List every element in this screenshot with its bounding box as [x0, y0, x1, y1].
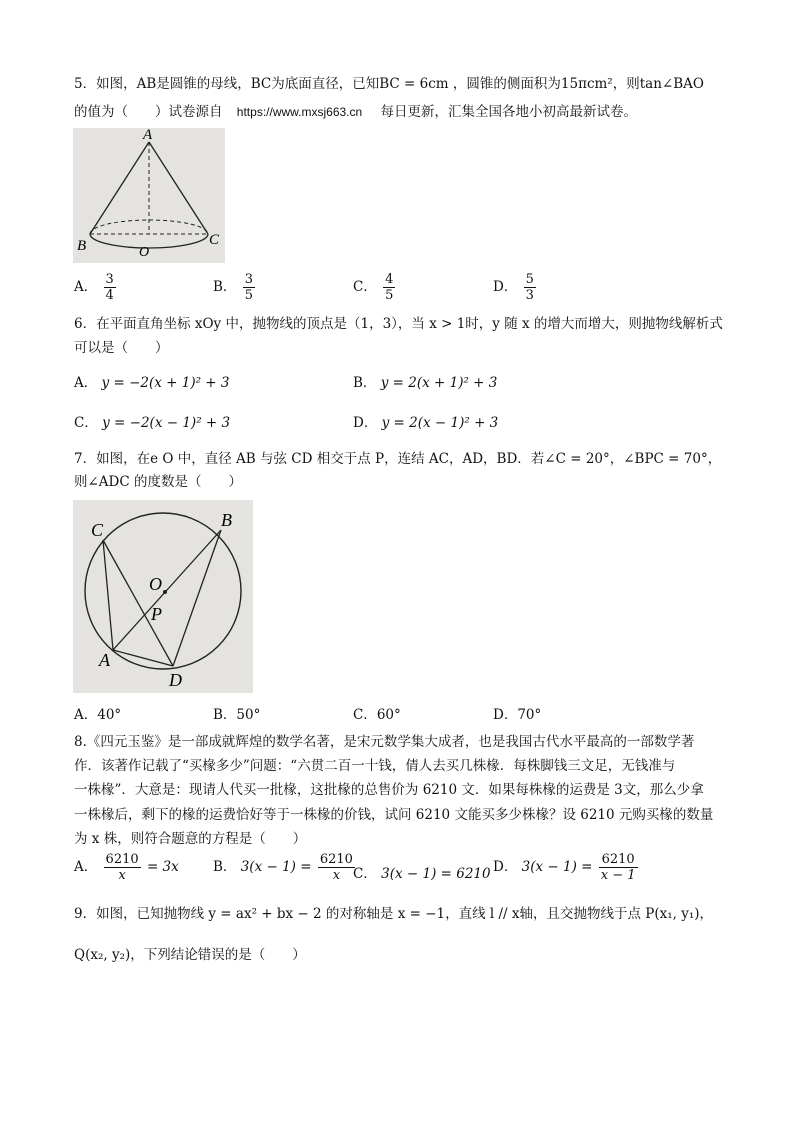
cone-label-b: B	[77, 238, 87, 254]
option-letter: A．	[74, 279, 98, 295]
option-letter: C．	[353, 707, 377, 723]
q6-option-c[interactable]	[74, 412, 230, 434]
q8-line1: 8.《四元玉鉴》是一部成就辉煌的数学名著，是宋元数学集大成者，也是我国古代水平最高的一部数学著	[74, 734, 695, 750]
q7-line1: 7．如图，在e O 中，直径 AB 与弦 CD 相交于点 P，连结 AC，AD，BD．若∠C = 20°，∠BPC = 70°，	[74, 451, 722, 467]
q8-line5: 为 x 株，则符合题意的方程是（ ）	[74, 831, 307, 847]
q6-option-d[interactable]	[353, 412, 498, 434]
q5-line2-prefix: 的值为（ ）试卷源自	[74, 104, 223, 120]
option-letter: D．	[353, 415, 378, 431]
option-expr: y = 2(x − 1)² + 3	[381, 415, 499, 431]
q7-line2: 则∠ADC 的度数是（ ）	[74, 474, 243, 490]
option-text: 60°	[376, 707, 401, 723]
circle-figure	[73, 500, 253, 693]
option-lhs: 3(x − 1) =	[521, 859, 593, 875]
q5-line2	[74, 101, 637, 123]
option-letter: C．	[353, 279, 377, 295]
q7-option-c[interactable]	[353, 704, 401, 726]
option-lhs: 3(x − 1) =	[240, 859, 312, 875]
option-letter: C．	[74, 415, 98, 431]
option-text: 50°	[236, 707, 261, 723]
q7-option-a[interactable]	[74, 704, 121, 726]
fraction: $\frac{6210}{x - 1}$	[600, 852, 636, 883]
option-letter: D．	[493, 707, 518, 723]
option-expr: y = 2(x + 1)² + 3	[380, 375, 498, 391]
q6-line1: 6．在平面直角坐标 xOy 中，抛物线的顶点是（1，3），当 x > 1时，y 随 x 的增大而增大，则抛物线解析式	[74, 316, 723, 332]
q5-option-c[interactable]	[353, 272, 397, 303]
circle-label-o: O	[149, 574, 162, 594]
q5-option-a[interactable]	[74, 272, 118, 303]
q6-line2: 可以是（ ）	[74, 340, 169, 356]
q5-line2-suffix: 每日更新，汇集全国各地小初高最新试卷。	[380, 104, 637, 120]
option-letter: B．	[213, 279, 237, 295]
q9-line2: Q(x₂, y₂)，下列结论错误的是（ ）	[74, 947, 306, 963]
circle-label-p: P	[151, 604, 162, 624]
fraction: $\frac{6210}{x}$	[319, 852, 353, 883]
q6-option-b[interactable]	[353, 372, 497, 394]
q8-option-d[interactable]	[493, 852, 640, 883]
option-letter: D．	[493, 859, 518, 875]
q8-line4: 一株椽后，剩下的椽的运费恰好等于一株椽的价钱，试问 6210 文能买多少株椽？设 6210 元购买椽的数量	[74, 807, 714, 823]
option-letter: B．	[353, 375, 377, 391]
option-expr: 3(x − 1) = 6210	[381, 866, 491, 882]
circle-label-d: D	[169, 670, 182, 690]
option-expr: y = −2(x − 1)² + 3	[102, 415, 231, 431]
q5-option-d[interactable]	[493, 272, 538, 303]
cone-label-a: A	[143, 128, 153, 143]
q7-option-d[interactable]	[493, 704, 541, 726]
option-letter: D．	[493, 279, 518, 295]
fraction: $\frac{3}{5}$	[244, 272, 253, 303]
option-text: 70°	[517, 707, 542, 723]
q5-line1: 5．如图，AB是圆锥的母线，BC为底面直径，已知BC = 6cm ，圆锥的侧面积为15πcm²，则tan∠BAO	[74, 76, 704, 92]
option-text: 40°	[97, 707, 122, 723]
q5-url: https://www.mxsj663.cn	[236, 105, 363, 119]
circle-label-b: B	[221, 510, 232, 530]
option-rhs: = 3x	[146, 859, 179, 875]
q7-option-b[interactable]	[213, 704, 260, 726]
cone-label-c: C	[209, 232, 220, 248]
fraction: $\frac{6210}{x}$	[105, 852, 139, 883]
q8-option-b[interactable]	[213, 852, 357, 883]
option-letter: A．	[74, 375, 98, 391]
q9-line1: 9．如图，已知抛物线 y = ax² + bx − 2 的对称轴是 x = −1，直线 l // x轴，且交抛物线于点 P(x₁, y₁)，	[74, 906, 714, 922]
circle-label-c: C	[91, 520, 104, 540]
q6-option-a[interactable]	[74, 372, 230, 394]
q8-line3: 一株椽”．大意是：现请人代买一批椽，这批椽的总售价为 6210 文．如果每株椽的运费是 3文，那么少拿	[74, 782, 704, 798]
cone-figure	[73, 128, 225, 263]
q8-option-a[interactable]	[74, 852, 179, 883]
q8-option-c[interactable]	[353, 862, 491, 882]
option-letter: A．	[74, 859, 98, 875]
circle-label-a: A	[99, 650, 110, 670]
option-letter: B．	[213, 707, 237, 723]
option-expr: y = −2(x + 1)² + 3	[101, 375, 230, 391]
fraction: $\frac{3}{4}$	[105, 272, 114, 303]
q8-line2: 作．该著作记载了“买椽多少”问题：“六贯二百一十钱，倩人去买几株椽．每株脚钱三文足，无钱准与	[74, 758, 676, 774]
option-letter: C．	[353, 866, 377, 882]
option-letter: A．	[74, 707, 98, 723]
fraction: $\frac{5}{3}$	[525, 272, 534, 303]
cone-label-o: O	[139, 245, 150, 260]
option-letter: B．	[213, 859, 237, 875]
q5-option-b[interactable]	[213, 272, 257, 303]
fraction: $\frac{4}{5}$	[385, 272, 394, 303]
